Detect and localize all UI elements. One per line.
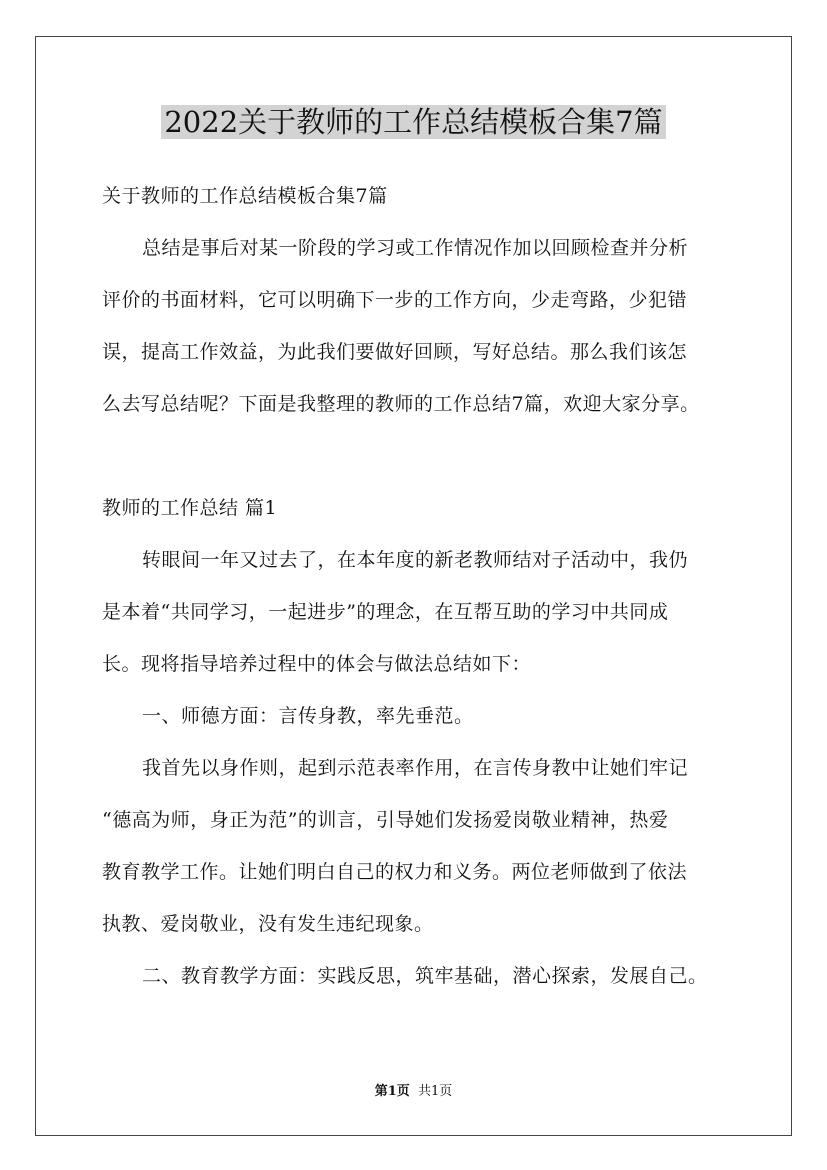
body-paragraph — [102, 950, 742, 1002]
text-line: 教师的工作总结 篇1 — [102, 497, 278, 519]
document-title — [0, 100, 827, 144]
text-line: 二、教育教学方面：实践反思，筑牢基础，潜心探索，发展自己。 — [142, 965, 708, 987]
text-line: 执教、爱岗敬业，没有发生违纪现象。 — [102, 913, 434, 935]
text-line: 误，提高工作效益，为此我们要做好回顾，写好总结。那么我们该怎 — [102, 341, 688, 363]
page-footer — [0, 1082, 827, 1102]
text-line: 是本着“共同学习，一起进步”的理念，在互帮互助的学习中共同成 — [102, 601, 669, 623]
text-line: 教育教学工作。让她们明白自己的权力和义务。两位老师做到了依法 — [102, 861, 688, 883]
section-heading — [102, 482, 742, 534]
document-title-text: 2022关于教师的工作总结模板合集7篇 — [161, 105, 665, 139]
text-line: 总结是事后对某一阶段的学习或工作情况作加以回顾检查并分析 — [142, 237, 689, 259]
text-line: 一、师德方面：言传身教，率先垂范。 — [142, 705, 474, 727]
text-line: 长。现将指导培养过程中的体会与做法总结如下： — [102, 653, 532, 675]
total-pages: 共1页 — [418, 1084, 453, 1099]
body-paragraph — [102, 742, 742, 950]
text-line: 评价的书面材料，它可以明确下一步的工作方向，少走弯路，少犯错 — [102, 289, 688, 311]
body-paragraph — [102, 534, 742, 690]
body-paragraph — [102, 690, 742, 742]
text-line: 转眼间一年又过去了，在本年度的新老教师结对子活动中，我仍 — [142, 549, 689, 571]
text-line: 么去写总结呢？下面是我整理的教师的工作总结7篇，欢迎大家分享。 — [102, 393, 700, 415]
text-line: “德高为师，身正为范”的训言，引导她们发扬爱岗敬业精神，热爱 — [102, 809, 669, 831]
paragraph-spacer — [102, 430, 742, 482]
subtitle-paragraph — [102, 170, 742, 222]
page-number: 第1页 — [374, 1084, 410, 1099]
intro-paragraph — [102, 222, 742, 430]
text-line: 关于教师的工作总结模板合集7篇 — [102, 185, 388, 207]
text-line: 我首先以身作则，起到示范表率作用，在言传身教中让她们牢记 — [142, 757, 689, 779]
document-body — [102, 170, 742, 1002]
